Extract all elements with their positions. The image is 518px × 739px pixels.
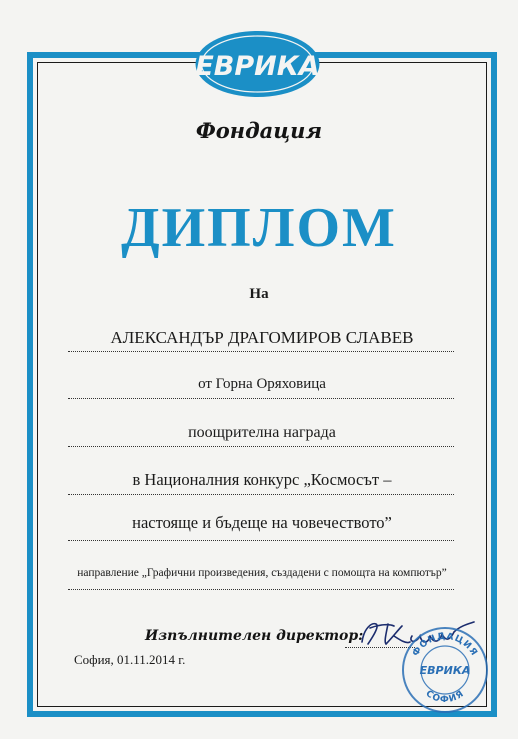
recipient-town: от Горна Оряховица	[198, 376, 326, 392]
evrika-logo	[190, 28, 325, 100]
director-label: Изпълнителен директор:	[145, 628, 364, 644]
award-type: поощрителна награда	[188, 424, 336, 441]
contest-line-2: настояще и бъдеще на човечеството”	[132, 513, 392, 532]
dotted-line	[68, 494, 454, 495]
dotted-line	[68, 398, 454, 399]
recipient-prefix: На	[249, 286, 269, 302]
stamp-center-text: ЕВРИКА	[419, 664, 471, 677]
stamp-top-text: ФОНДАЦИЯ	[410, 631, 480, 659]
dotted-line	[68, 446, 454, 447]
dotted-line	[68, 540, 454, 541]
contest-line-1: в Националния конкурс „Космосът –	[132, 470, 392, 489]
issue-date: София, 01.11.2014 г.	[74, 652, 186, 667]
contest-direction: направление „Графични произведения, създадени с помощта на компютър”	[77, 567, 447, 579]
svg-text:СОФИЯ	[424, 689, 467, 705]
logo-text: ЕВРИКА	[195, 51, 320, 82]
foundation-heading: Фондация	[195, 118, 323, 143]
foundation-stamp	[400, 625, 490, 715]
stamp-bottom-text: СОФИЯ	[423, 688, 467, 706]
dotted-line	[68, 589, 454, 590]
dotted-line	[68, 351, 454, 352]
recipient-name: АЛЕКСАНДЪР ДРАГОМИРОВ СЛАВЕВ	[110, 328, 414, 347]
diploma-title: ДИПЛОМ	[121, 197, 397, 259]
